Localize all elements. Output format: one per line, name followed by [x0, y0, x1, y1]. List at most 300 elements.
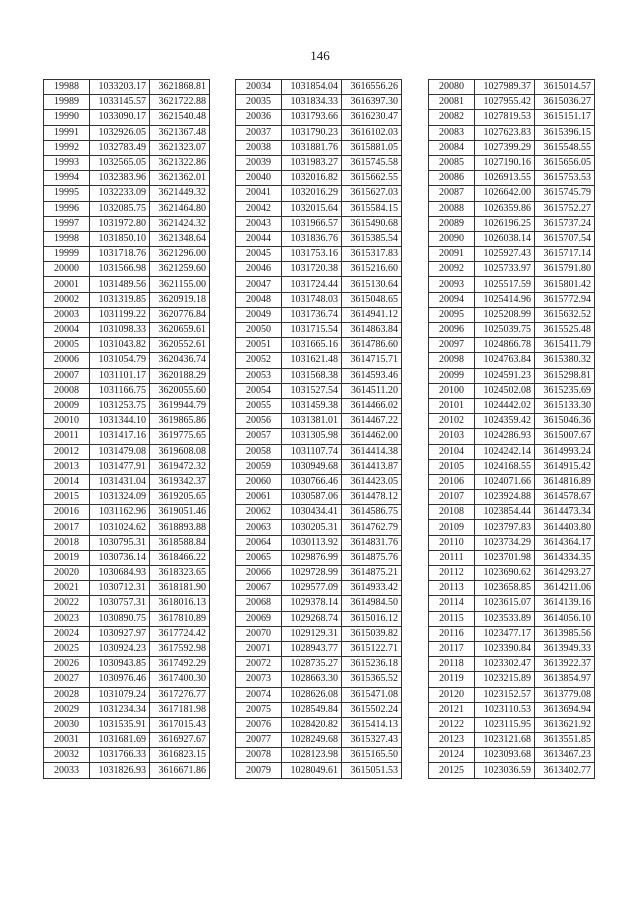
y-coordinate-cell: 3621322.86: [150, 155, 210, 170]
table-row: [236, 307, 402, 322]
x-coordinate-cell: 1032383.96: [90, 171, 150, 186]
point-id-cell: 20080: [429, 80, 475, 95]
point-id-cell: 20040: [236, 171, 282, 186]
x-coordinate-cell: 1031054.79: [90, 353, 150, 368]
x-coordinate-cell: 1031854.04: [282, 80, 342, 95]
point-id-cell: 20082: [429, 110, 475, 125]
x-coordinate-cell: 1023477.17: [475, 626, 535, 641]
y-coordinate-cell: 3616230.47: [342, 110, 402, 125]
y-coordinate-cell: 3616671.86: [150, 763, 210, 778]
y-coordinate-cell: 3614478.12: [342, 490, 402, 505]
point-id-cell: 20093: [429, 277, 475, 292]
x-coordinate-cell: 1031568.38: [282, 368, 342, 383]
y-coordinate-cell: 3614933.42: [342, 581, 402, 596]
x-coordinate-cell: 1033090.17: [90, 110, 150, 125]
point-id-cell: 20115: [429, 611, 475, 626]
x-coordinate-cell: 1024442.02: [475, 398, 535, 413]
point-id-cell: 20070: [236, 626, 282, 641]
table-row: [44, 717, 210, 732]
point-id-cell: 20087: [429, 186, 475, 201]
table-row: [236, 490, 402, 505]
point-id-cell: 20096: [429, 323, 475, 338]
y-coordinate-cell: 3619865.86: [150, 414, 210, 429]
y-coordinate-cell: 3616102.03: [342, 125, 402, 140]
point-id-cell: 20073: [236, 672, 282, 687]
y-coordinate-cell: 3621155.00: [150, 277, 210, 292]
point-id-cell: 20100: [429, 383, 475, 398]
y-coordinate-cell: 3613922.37: [535, 657, 595, 672]
x-coordinate-cell: 1031566.98: [90, 262, 150, 277]
table-row: [429, 748, 595, 763]
point-id-cell: 20034: [236, 80, 282, 95]
x-coordinate-cell: 1031417.16: [90, 429, 150, 444]
x-coordinate-cell: 1026196.25: [475, 216, 535, 231]
point-id-cell: 20092: [429, 262, 475, 277]
table-row: [236, 155, 402, 170]
point-id-cell: 20110: [429, 535, 475, 550]
x-coordinate-cell: 1027989.37: [475, 80, 535, 95]
y-coordinate-cell: 3614467.22: [342, 414, 402, 429]
table-row: [44, 657, 210, 672]
y-coordinate-cell: 3615737.24: [535, 216, 595, 231]
point-id-cell: 20081: [429, 95, 475, 110]
point-id-cell: 20068: [236, 596, 282, 611]
y-coordinate-cell: 3614511.20: [342, 383, 402, 398]
point-id-cell: 20107: [429, 490, 475, 505]
x-coordinate-cell: 1026913.55: [475, 171, 535, 186]
y-coordinate-cell: 3614364.17: [535, 535, 595, 550]
y-coordinate-cell: 3615656.05: [535, 155, 595, 170]
table-row: [236, 505, 402, 520]
x-coordinate-cell: 1031107.74: [282, 444, 342, 459]
x-coordinate-cell: 1023390.84: [475, 641, 535, 656]
x-coordinate-cell: 1023215.89: [475, 672, 535, 687]
y-coordinate-cell: 3620552.61: [150, 338, 210, 353]
point-id-cell: 20057: [236, 429, 282, 444]
x-coordinate-cell: 1030890.75: [90, 611, 150, 626]
point-id-cell: 20097: [429, 338, 475, 353]
point-id-cell: 20005: [44, 338, 90, 353]
y-coordinate-cell: 3615130.64: [342, 277, 402, 292]
y-coordinate-cell: 3614941.12: [342, 307, 402, 322]
x-coordinate-cell: 1032783.49: [90, 140, 150, 155]
point-id-cell: 20111: [429, 550, 475, 565]
x-coordinate-cell: 1031826.93: [90, 763, 150, 778]
x-coordinate-cell: 1030712.31: [90, 581, 150, 596]
y-coordinate-cell: 3613779.08: [535, 687, 595, 702]
point-id-cell: 20102: [429, 414, 475, 429]
x-coordinate-cell: 1031319.85: [90, 292, 150, 307]
table-row: [44, 292, 210, 307]
x-coordinate-cell: 1023110.53: [475, 702, 535, 717]
point-id-cell: 20114: [429, 596, 475, 611]
table-row: [44, 490, 210, 505]
y-coordinate-cell: 3614403.80: [535, 520, 595, 535]
y-coordinate-cell: 3620055.60: [150, 383, 210, 398]
point-id-cell: 20024: [44, 626, 90, 641]
point-id-cell: 20062: [236, 505, 282, 520]
point-id-cell: 20030: [44, 717, 90, 732]
point-id-cell: 20067: [236, 581, 282, 596]
table-row: [236, 383, 402, 398]
y-coordinate-cell: 3617181.98: [150, 702, 210, 717]
table-row: [429, 505, 595, 520]
table-row: [44, 323, 210, 338]
x-coordinate-cell: 1027399.29: [475, 140, 535, 155]
table-row: [429, 459, 595, 474]
point-id-cell: 20010: [44, 414, 90, 429]
x-coordinate-cell: 1028943.77: [282, 641, 342, 656]
table-row: [44, 338, 210, 353]
point-id-cell: 20008: [44, 383, 90, 398]
y-coordinate-cell: 3613985.56: [535, 626, 595, 641]
x-coordinate-cell: 1023121.68: [475, 733, 535, 748]
y-coordinate-cell: 3615411.79: [535, 338, 595, 353]
point-id-cell: 20025: [44, 641, 90, 656]
x-coordinate-cell: 1031024.62: [90, 520, 150, 535]
x-coordinate-cell: 1031305.98: [282, 429, 342, 444]
y-coordinate-cell: 3613854.97: [535, 672, 595, 687]
x-coordinate-cell: 1031715.54: [282, 323, 342, 338]
y-coordinate-cell: 3615036.27: [535, 95, 595, 110]
y-coordinate-cell: 3616927.67: [150, 733, 210, 748]
y-coordinate-cell: 3614786.60: [342, 338, 402, 353]
table-row: [429, 717, 595, 732]
table-row: [236, 398, 402, 413]
table-row: [429, 171, 595, 186]
point-id-cell: 20036: [236, 110, 282, 125]
point-id-cell: 20077: [236, 733, 282, 748]
point-id-cell: 20048: [236, 292, 282, 307]
table-row: [429, 307, 595, 322]
y-coordinate-cell: 3614831.76: [342, 535, 402, 550]
y-coordinate-cell: 3619472.32: [150, 459, 210, 474]
table-row: [429, 125, 595, 140]
y-coordinate-cell: 3618323.65: [150, 566, 210, 581]
x-coordinate-cell: 1024763.84: [475, 353, 535, 368]
x-coordinate-cell: 1032015.64: [282, 201, 342, 216]
table-row: [429, 611, 595, 626]
table-row: [44, 171, 210, 186]
table-row: [429, 383, 595, 398]
table-row: [44, 687, 210, 702]
table-row: [44, 505, 210, 520]
y-coordinate-cell: 3614875.21: [342, 566, 402, 581]
table-row: [44, 641, 210, 656]
point-id-cell: 20035: [236, 95, 282, 110]
point-id-cell: 19994: [44, 171, 90, 186]
x-coordinate-cell: 1031665.16: [282, 338, 342, 353]
point-id-cell: 19996: [44, 201, 90, 216]
x-coordinate-cell: 1031681.69: [90, 733, 150, 748]
table-row: [236, 368, 402, 383]
table-row: [429, 277, 595, 292]
y-coordinate-cell: 3614915.42: [535, 459, 595, 474]
table-row: [236, 186, 402, 201]
y-coordinate-cell: 3619051.46: [150, 505, 210, 520]
x-coordinate-cell: 1023093.68: [475, 748, 535, 763]
point-id-cell: 20052: [236, 353, 282, 368]
table-row: [429, 702, 595, 717]
y-coordinate-cell: 3615039.82: [342, 626, 402, 641]
point-id-cell: 20043: [236, 216, 282, 231]
x-coordinate-cell: 1024286.93: [475, 429, 535, 444]
point-id-cell: 20124: [429, 748, 475, 763]
point-id-cell: 20042: [236, 201, 282, 216]
table-row: [44, 414, 210, 429]
y-coordinate-cell: 3621348.64: [150, 231, 210, 246]
y-coordinate-cell: 3621362.01: [150, 171, 210, 186]
point-id-cell: 20085: [429, 155, 475, 170]
table-row: [236, 520, 402, 535]
point-id-cell: 20079: [236, 763, 282, 778]
table-row: [429, 733, 595, 748]
x-coordinate-cell: 1030766.46: [282, 474, 342, 489]
y-coordinate-cell: 3614334.35: [535, 550, 595, 565]
table-row: [236, 247, 402, 262]
point-id-cell: 20037: [236, 125, 282, 140]
x-coordinate-cell: 1032016.82: [282, 171, 342, 186]
table-row: [236, 231, 402, 246]
table-row: [236, 110, 402, 125]
point-id-cell: 20075: [236, 702, 282, 717]
point-id-cell: 20056: [236, 414, 282, 429]
point-id-cell: 19995: [44, 186, 90, 201]
y-coordinate-cell: 3620659.61: [150, 323, 210, 338]
y-coordinate-cell: 3618181.90: [150, 581, 210, 596]
point-id-cell: 20020: [44, 566, 90, 581]
coordinate-table-3: [428, 79, 595, 779]
point-id-cell: 20063: [236, 520, 282, 535]
point-id-cell: 20038: [236, 140, 282, 155]
table-row: [44, 429, 210, 444]
table-row: [429, 474, 595, 489]
table-row: [429, 80, 595, 95]
table-row: [429, 323, 595, 338]
point-id-cell: 20022: [44, 596, 90, 611]
point-id-cell: 20065: [236, 550, 282, 565]
y-coordinate-cell: 3613621.92: [535, 717, 595, 732]
y-coordinate-cell: 3615548.55: [535, 140, 595, 155]
point-id-cell: 20014: [44, 474, 90, 489]
point-id-cell: 20015: [44, 490, 90, 505]
x-coordinate-cell: 1026642.00: [475, 186, 535, 201]
x-coordinate-cell: 1028420.82: [282, 717, 342, 732]
x-coordinate-cell: 1023734.29: [475, 535, 535, 550]
table-row: [44, 110, 210, 125]
table-row: [44, 247, 210, 262]
table-row: [44, 596, 210, 611]
table-row: [429, 338, 595, 353]
x-coordinate-cell: 1031253.75: [90, 398, 150, 413]
y-coordinate-cell: 3615151.17: [535, 110, 595, 125]
x-coordinate-cell: 1029129.31: [282, 626, 342, 641]
point-id-cell: 20121: [429, 702, 475, 717]
point-id-cell: 20109: [429, 520, 475, 535]
y-coordinate-cell: 3619205.65: [150, 490, 210, 505]
y-coordinate-cell: 3615471.08: [342, 687, 402, 702]
table-row: [429, 368, 595, 383]
table-row: [236, 733, 402, 748]
y-coordinate-cell: 3615048.65: [342, 292, 402, 307]
y-coordinate-cell: 3614473.34: [535, 505, 595, 520]
table-row: [44, 80, 210, 95]
table-row: [429, 110, 595, 125]
point-id-cell: 20011: [44, 429, 90, 444]
x-coordinate-cell: 1030795.31: [90, 535, 150, 550]
point-id-cell: 20125: [429, 763, 475, 778]
point-id-cell: 20104: [429, 444, 475, 459]
y-coordinate-cell: 3615385.54: [342, 231, 402, 246]
table-row: [429, 231, 595, 246]
x-coordinate-cell: 1024591.23: [475, 368, 535, 383]
x-coordinate-cell: 1025927.43: [475, 247, 535, 262]
table-row: [429, 490, 595, 505]
table-row: [429, 520, 595, 535]
x-coordinate-cell: 1031479.08: [90, 444, 150, 459]
point-id-cell: 19999: [44, 247, 90, 262]
point-id-cell: 19988: [44, 80, 90, 95]
y-coordinate-cell: 3614139.16: [535, 596, 595, 611]
y-coordinate-cell: 3617592.98: [150, 641, 210, 656]
x-coordinate-cell: 1031834.33: [282, 95, 342, 110]
x-coordinate-cell: 1025733.97: [475, 262, 535, 277]
point-id-cell: 20112: [429, 566, 475, 581]
y-coordinate-cell: 3617810.89: [150, 611, 210, 626]
point-id-cell: 20076: [236, 717, 282, 732]
x-coordinate-cell: 1031199.22: [90, 307, 150, 322]
table-row: [236, 277, 402, 292]
y-coordinate-cell: 3617492.29: [150, 657, 210, 672]
x-coordinate-cell: 1030927.97: [90, 626, 150, 641]
x-coordinate-cell: 1030684.93: [90, 566, 150, 581]
table-row: [44, 733, 210, 748]
y-coordinate-cell: 3621464.80: [150, 201, 210, 216]
x-coordinate-cell: 1030205.31: [282, 520, 342, 535]
table-row: [429, 581, 595, 596]
point-id-cell: 20120: [429, 687, 475, 702]
point-id-cell: 20031: [44, 733, 90, 748]
point-id-cell: 20044: [236, 231, 282, 246]
x-coordinate-cell: 1032016.29: [282, 186, 342, 201]
point-id-cell: 20021: [44, 581, 90, 596]
y-coordinate-cell: 3621540.48: [150, 110, 210, 125]
point-id-cell: 20000: [44, 262, 90, 277]
table-row: [429, 398, 595, 413]
point-id-cell: 20049: [236, 307, 282, 322]
table-row: [236, 626, 402, 641]
table-row: [44, 581, 210, 596]
table-row: [44, 155, 210, 170]
point-id-cell: 20116: [429, 626, 475, 641]
point-id-cell: 20018: [44, 535, 90, 550]
y-coordinate-cell: 3615772.94: [535, 292, 595, 307]
x-coordinate-cell: 1026359.86: [475, 201, 535, 216]
y-coordinate-cell: 3617276.77: [150, 687, 210, 702]
table-row: [236, 292, 402, 307]
x-coordinate-cell: 1025039.75: [475, 323, 535, 338]
point-id-cell: 20029: [44, 702, 90, 717]
y-coordinate-cell: 3615016.12: [342, 611, 402, 626]
table-row: [236, 763, 402, 778]
x-coordinate-cell: 1023658.85: [475, 581, 535, 596]
point-id-cell: 20046: [236, 262, 282, 277]
point-id-cell: 20041: [236, 186, 282, 201]
y-coordinate-cell: 3615365.52: [342, 672, 402, 687]
x-coordinate-cell: 1024502.08: [475, 383, 535, 398]
point-id-cell: 20007: [44, 368, 90, 383]
x-coordinate-cell: 1031736.74: [282, 307, 342, 322]
x-coordinate-cell: 1023690.62: [475, 566, 535, 581]
table-row: [429, 641, 595, 656]
y-coordinate-cell: 3618016.13: [150, 596, 210, 611]
x-coordinate-cell: 1031724.44: [282, 277, 342, 292]
x-coordinate-cell: 1031966.57: [282, 216, 342, 231]
y-coordinate-cell: 3615122.71: [342, 641, 402, 656]
x-coordinate-cell: 1027819.53: [475, 110, 535, 125]
table-row: [44, 398, 210, 413]
x-coordinate-cell: 1031793.66: [282, 110, 342, 125]
coordinate-table-2: [235, 79, 402, 779]
y-coordinate-cell: 3615752.27: [535, 201, 595, 216]
point-id-cell: 20027: [44, 672, 90, 687]
point-id-cell: 20009: [44, 398, 90, 413]
point-id-cell: 20032: [44, 748, 90, 763]
y-coordinate-cell: 3617400.30: [150, 672, 210, 687]
y-coordinate-cell: 3614993.24: [535, 444, 595, 459]
y-coordinate-cell: 3620436.74: [150, 353, 210, 368]
x-coordinate-cell: 1031324.09: [90, 490, 150, 505]
table-row: [429, 657, 595, 672]
table-row: [44, 550, 210, 565]
point-id-cell: 20088: [429, 201, 475, 216]
y-coordinate-cell: 3615525.48: [535, 323, 595, 338]
y-coordinate-cell: 3614863.84: [342, 323, 402, 338]
point-id-cell: 20094: [429, 292, 475, 307]
x-coordinate-cell: 1023152.57: [475, 687, 535, 702]
y-coordinate-cell: 3619775.65: [150, 429, 210, 444]
table-row: [236, 323, 402, 338]
table-row: [236, 535, 402, 550]
x-coordinate-cell: 1027190.16: [475, 155, 535, 170]
x-coordinate-cell: 1029378.14: [282, 596, 342, 611]
point-id-cell: 20002: [44, 292, 90, 307]
y-coordinate-cell: 3620188.29: [150, 368, 210, 383]
table-row: [429, 201, 595, 216]
table-row: [429, 262, 595, 277]
x-coordinate-cell: 1023797.83: [475, 520, 535, 535]
y-coordinate-cell: 3614578.67: [535, 490, 595, 505]
table-row: [44, 368, 210, 383]
y-coordinate-cell: 3614413.87: [342, 459, 402, 474]
y-coordinate-cell: 3615007.67: [535, 429, 595, 444]
x-coordinate-cell: 1029268.74: [282, 611, 342, 626]
table-row: [236, 444, 402, 459]
y-coordinate-cell: 3621449.32: [150, 186, 210, 201]
point-id-cell: 20028: [44, 687, 90, 702]
table-row: [236, 581, 402, 596]
table-row: [44, 125, 210, 140]
table-row: [44, 626, 210, 641]
y-coordinate-cell: 3614293.27: [535, 566, 595, 581]
table-row: [44, 702, 210, 717]
x-coordinate-cell: 1031972.80: [90, 216, 150, 231]
point-id-cell: 20060: [236, 474, 282, 489]
table-row: [429, 414, 595, 429]
x-coordinate-cell: 1023115.95: [475, 717, 535, 732]
x-coordinate-cell: 1031718.76: [90, 247, 150, 262]
y-coordinate-cell: 3615046.36: [535, 414, 595, 429]
